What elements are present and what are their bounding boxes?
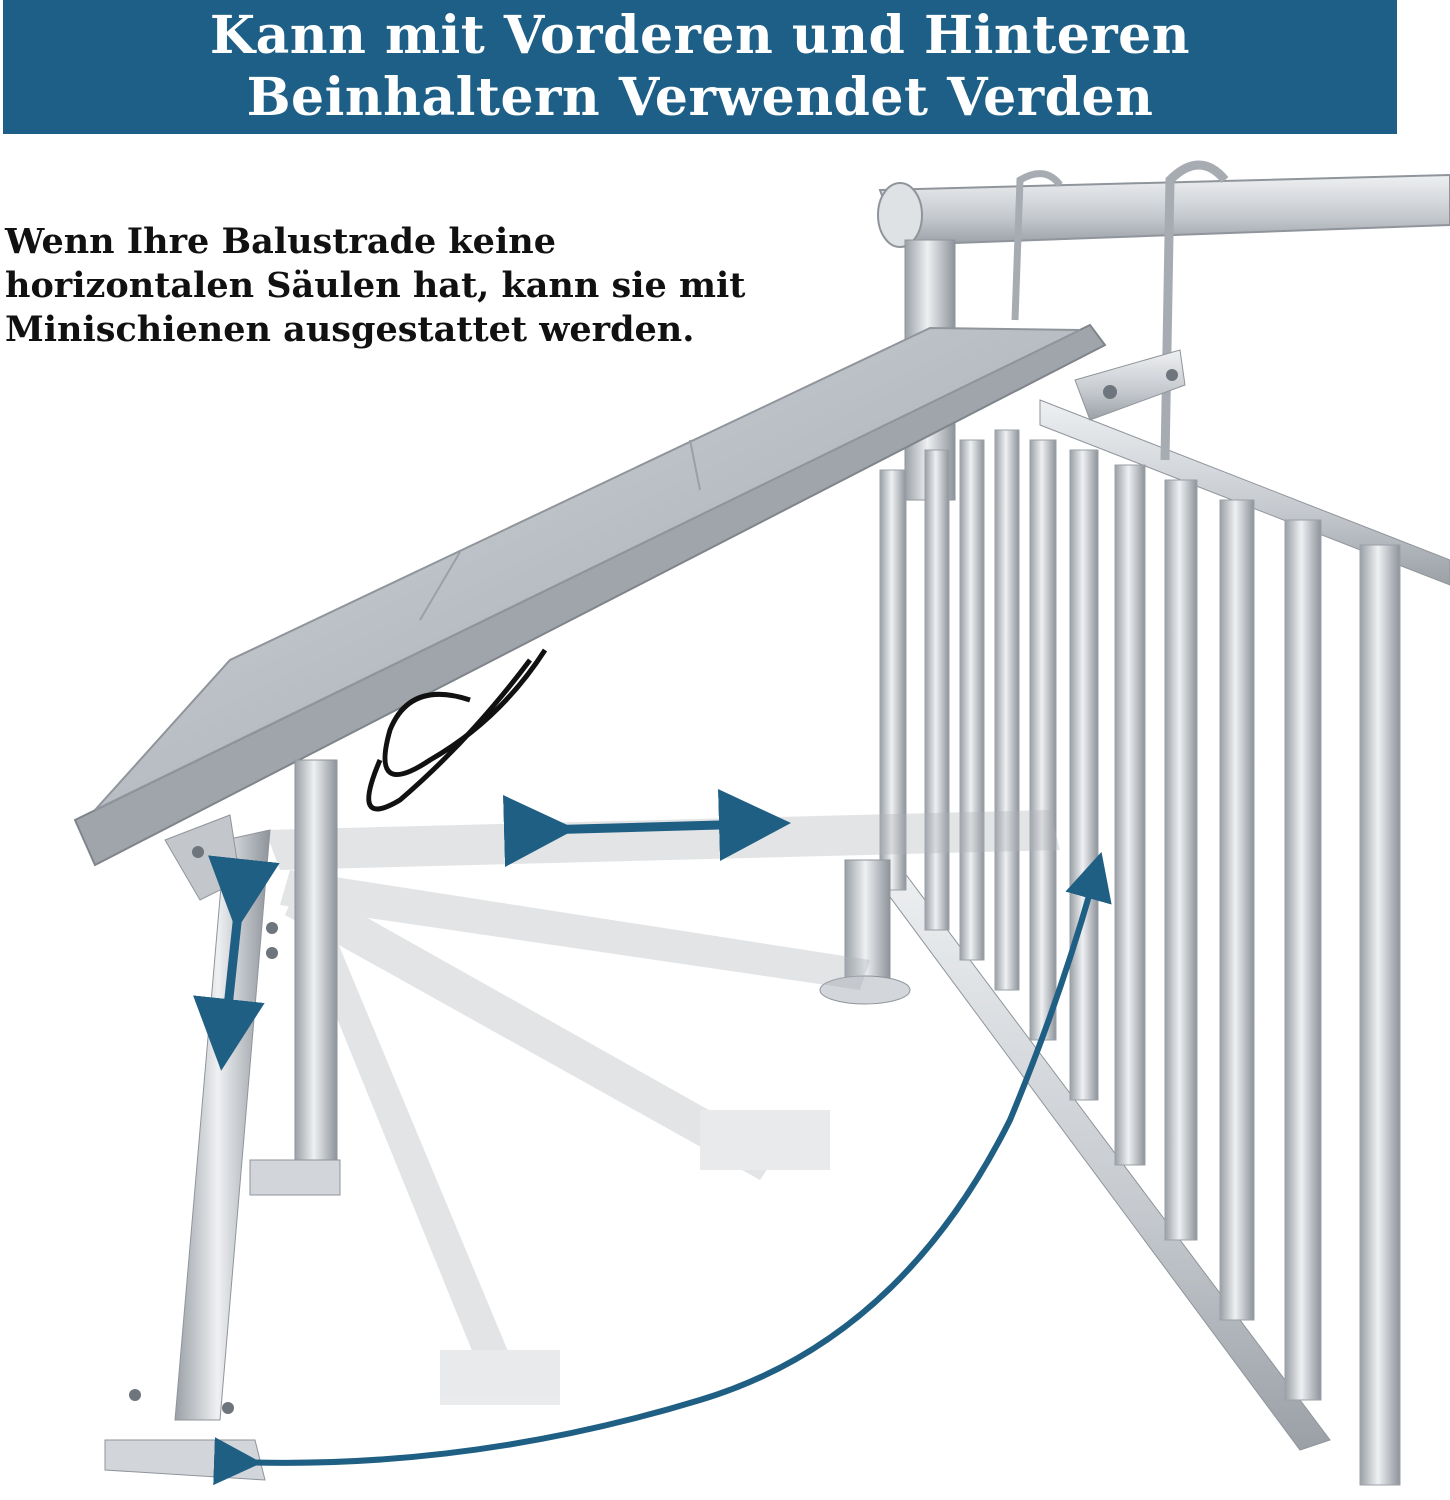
title-banner [3,0,1397,134]
intro-line-2: horizontalen Säulen hat, kann sie mit [5,265,746,306]
banner-title-line-2: Beinhaltern Verwendet Verden [246,67,1154,128]
intro-line-1: Wenn Ihre Balustrade keine [5,221,556,262]
intro-line-3: Minischienen ausgestattet werden. [5,309,695,350]
rear-leg [295,760,337,1160]
front-leg [175,830,270,1420]
intro-text [5,220,825,352]
rail-end-cap [878,183,922,247]
horizontal-arrow-icon [540,824,755,830]
solar-panel [75,325,1105,865]
mount-legs [105,760,340,1480]
rear-foot [250,1160,340,1195]
bottom-rail [870,860,1330,1450]
banner-title-line-1: Kann mit Vorderen und Hinteren [209,5,1191,66]
panel-frame [75,325,1105,865]
